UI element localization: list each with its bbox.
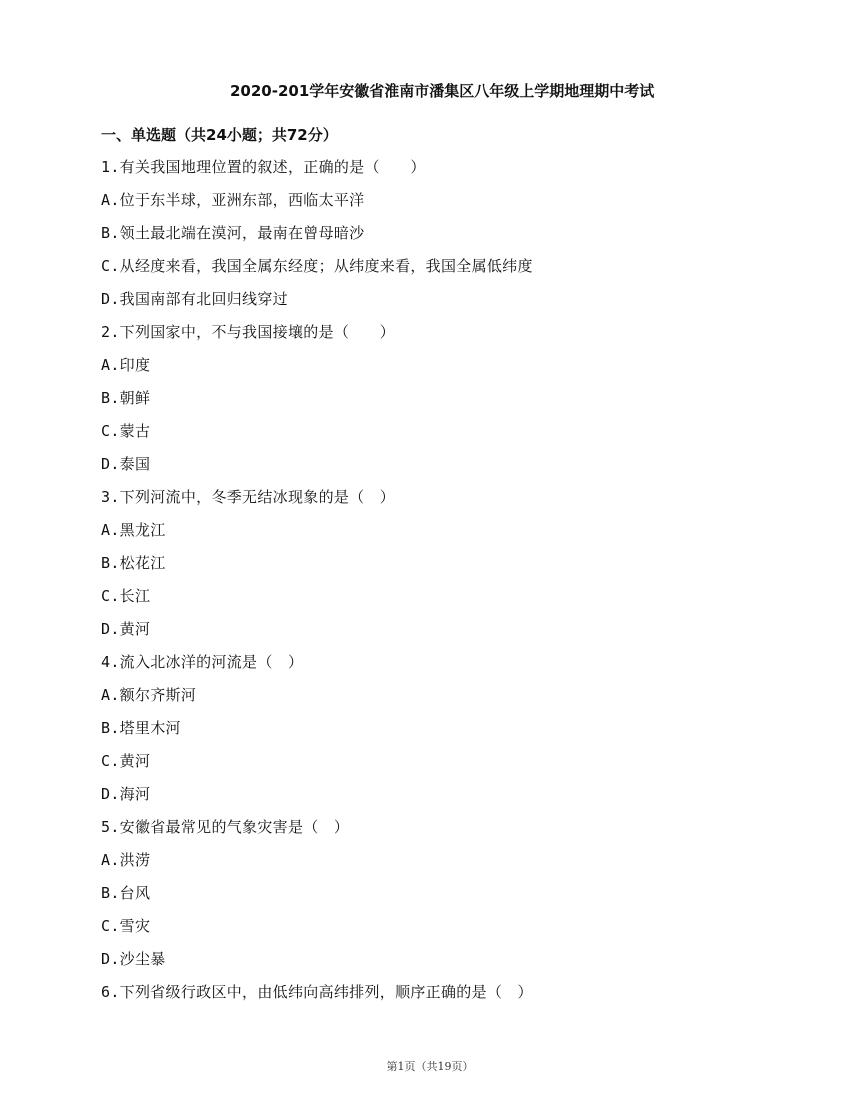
question-option: B.松花江 bbox=[101, 554, 166, 572]
page-footer: 第1页（共19页） bbox=[386, 1060, 474, 1073]
question-stem: 4.流入北冰洋的河流是（ ） bbox=[101, 653, 304, 671]
question-option: B.塔里木河 bbox=[101, 719, 181, 737]
question-option: B.朝鲜 bbox=[101, 389, 151, 407]
question-stem: 3.下列河流中，冬季无结冰现象的是（ ） bbox=[101, 488, 396, 506]
question-option: B.台风 bbox=[101, 884, 151, 902]
question-option: A.黑龙江 bbox=[101, 521, 166, 539]
question-option: D.黄河 bbox=[101, 620, 151, 638]
question-option: D.沙尘暴 bbox=[101, 950, 166, 968]
question-option: A.印度 bbox=[101, 356, 151, 374]
question-stem: 6.下列省级行政区中，由低纬向高纬排列，顺序正确的是（ ） bbox=[101, 983, 533, 1001]
question-stem: 2.下列国家中，不与我国接壤的是（ ） bbox=[101, 323, 396, 341]
section-heading: 一、单选题（共24小题；共72分） bbox=[101, 126, 338, 144]
question-list bbox=[101, 151, 801, 1009]
question-option: A.额尔齐斯河 bbox=[101, 686, 197, 704]
question-option: D.海河 bbox=[101, 785, 151, 803]
question-option: D.泰国 bbox=[101, 455, 151, 473]
question-stem: 5.安徽省最常见的气象灾害是（ ） bbox=[101, 818, 350, 836]
question-option: B.领土最北端在漠河，最南在曾母暗沙 bbox=[101, 224, 365, 242]
question-option: C.雪灾 bbox=[101, 917, 151, 935]
question-option: A.洪涝 bbox=[101, 851, 151, 869]
page-title: 2020-201学年安徽省淮南市潘集区八年级上学期地理期中考试 bbox=[230, 82, 655, 100]
question-option: C.长江 bbox=[101, 587, 151, 605]
question-option: C.从经度来看，我国全属东经度；从纬度来看，我国全属低纬度 bbox=[101, 257, 533, 275]
question-option: D.我国南部有北回归线穿过 bbox=[101, 290, 288, 308]
question-option: C.黄河 bbox=[101, 752, 151, 770]
question-stem: 1.有关我国地理位置的叙述，正确的是（ ） bbox=[101, 158, 426, 176]
question-option: C.蒙古 bbox=[101, 422, 151, 440]
question-option: A.位于东半球，亚洲东部，西临太平洋 bbox=[101, 191, 365, 209]
